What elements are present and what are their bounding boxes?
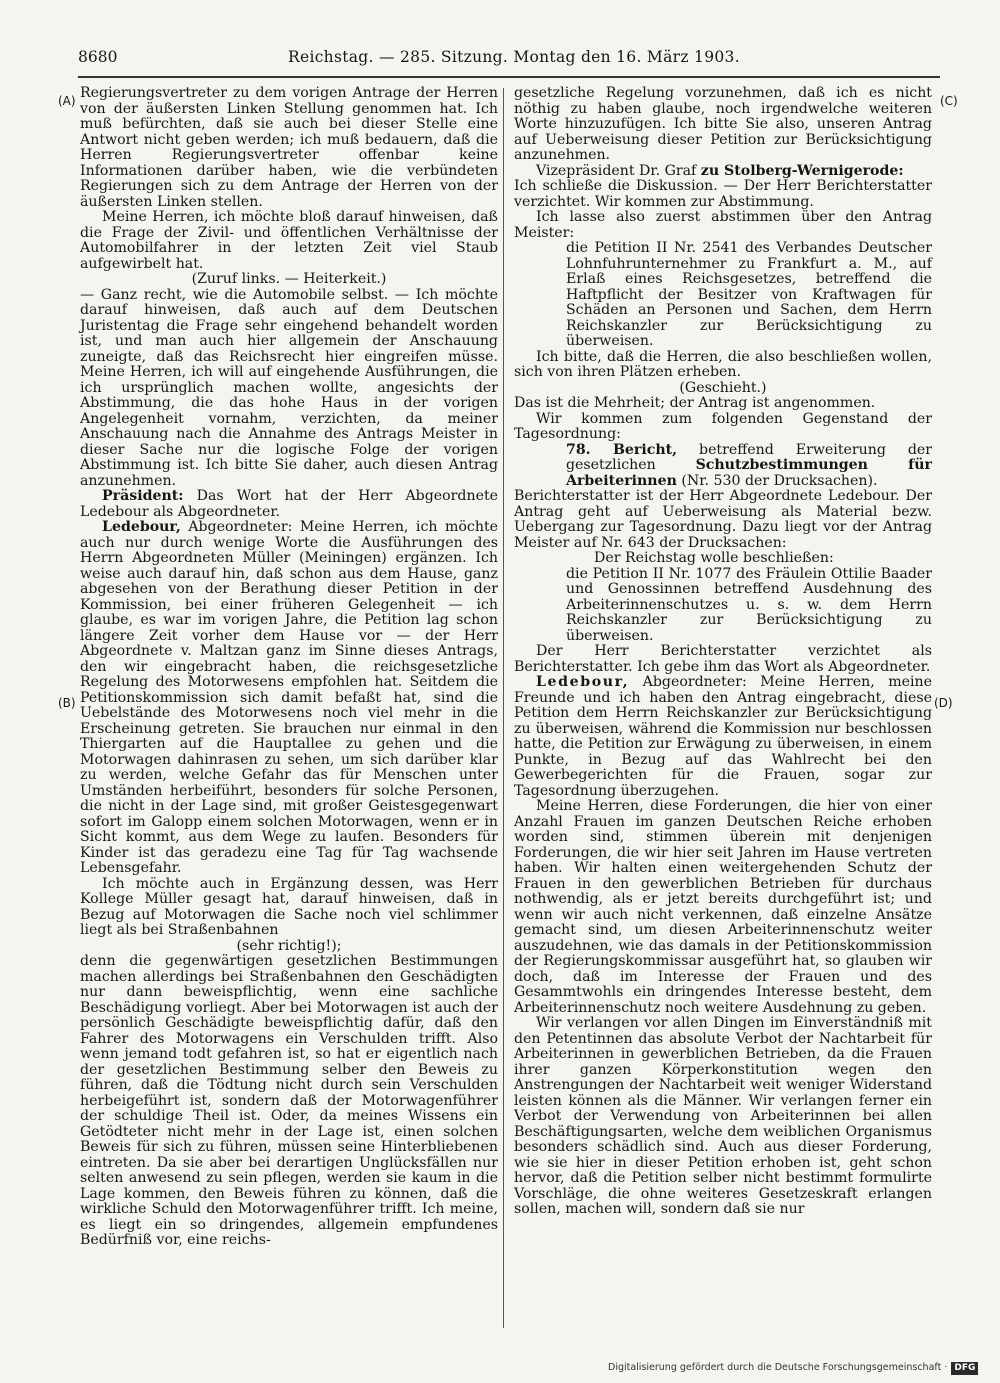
paragraph: denn die gegenwärtigen gesetzlichen Bestimmungen machen allerdings bei Straßenbahnen den Geschädigten nur dann beweispflichtig, wenn eine sachliche Beschädigung vorliegt. Aber bei Motorwagen ist auch der persönlich Geschädigte beweispflichtig dafür, daß den Fahrer des Motorwagens ein Verschulden trifft. Also wenn jemand todt gefahren ist, so hat er eigentlich nach der gesetzlichen Bestimmung selber den Beweis zu führen, daß die Tödtung nicht durch sein Verschulden herbeigeführt ist, sondern daß der Motorwagenführer der schuldige Theil ist. Oder, da meines Wissens ein Getödteter nicht mehr in der Lage ist, einen solchen Beweis für sich zu führen, müssen seine Hinterbliebenen eintreten. Da sie aber bei derartigen Unglücksfällen nur selten anwesend zu sein pflegen, werden sie kaum in die Lage kommen, den Beweis führen zu können, daß die wirkliche Schuld den Motorwagenführer trifft. Ich meine, es liegt ein so dringendes, allgemein empfundenes Bedürfniß vor, eine reichs- xyxy=(80,953,498,1248)
paragraph: Meine Herren, diese Forderungen, die hier von einer Anzahl Frauen im ganzen Deutschen Reiche erhoben worden sind, stimmen überein mit denjenigen Forderungen, die wir hier seit Jahren im Hause vertreten haben. Wir halten einen weitergehenden Schutz der Frauen in den gewerblichen Betrieben für durchaus nothwendig, als er jetzt bereits durchgeführt ist; und wenn wir auch nicht verkennen, daß einzelne Ansätze gemacht sind, um diesen Arbeiterinnenschutz weiter auszudehnen, wie das damals in der Petitionskommission der Regierungskommissar ausgeführt hat, so glauben wir doch, daß im Interesse der Frauen und des Gesammtwohls ein dringendes Interesse besteht, dem Arbeiterinnenschutz noch weitere Ausdehnung zu geben. xyxy=(514,798,932,1016)
paragraph: — Ganz recht, wie die Automobile selbst. — Ich möchte darauf hinweisen, daß auch auf dem Deutschen Juristentag die Frage sehr eingehend behandelt worden ist, und man auch hier allgemein der Anschauung zuneigte, daß das Reichsrecht hier eingreifen müsse. Meine Herren, ich will auf eingehende Ausführungen, die ich ursprünglich machen wollte, angesichts der Abstimmung, die das hohe Haus in der vorigen Angelegenheit vornahm, verzichten, da meiner Anschauung nach die Annahme des Antrags Meister in dieser Sache nur die logische Folge der vorigen Abstimmung ist. Ich bitte Sie daher, auch diesen Antrag anzunehmen. xyxy=(80,286,498,489)
motion-text: die Petition II Nr. 2541 des Verbandes Deutscher Lohnfuhrunternehmer zu Frankfurt a. M., auf Erlaß eines Reichsgesetzes, betreffend die Haftpflicht der Besitzer von Kraftwagen für Schäden an Personen und Sachen, dem Herrn Reichskanzler zur Berücksichtigung zu überweisen. xyxy=(566,240,932,349)
paragraph: Das ist die Mehrheit; der Antrag ist angenommen. xyxy=(514,395,876,411)
interjection: (Geschieht.) xyxy=(679,379,767,396)
running-title: Reichstag. — 285. Sitzung. Montag den 16. März 1903. xyxy=(288,48,740,66)
margin-marker-d: (D) xyxy=(934,696,953,710)
paragraph: Berichterstatter ist der Herr Abgeordnete Ledebour. Der Antrag geht auf Ueberweisung als Material bezw. Uebergang zur Tagesordnung. Dazu liegt vor der Antrag Meister auf Nr. 643 der Drucksachen: xyxy=(514,488,932,551)
speaker-name: Ledebour, xyxy=(102,519,181,535)
agenda-number: 78. Bericht, xyxy=(566,441,678,458)
column-divider xyxy=(503,88,504,1328)
page-number: 8680 xyxy=(78,48,118,66)
paragraph: Wir verlangen vor allen Dingen im Einverständniß mit den Petentinnen das absolute Verbot der Nachtarbeit für Arbeiterinnen in gewerblichen Betrieben, da die Frauen ihrer ganzen Körperkonstitution wegen den Anstrengungen der Nachtarbeit weit weniger Widerstand leisten können als die Männer. Wir verlangen ferner ein Verbot der Verwendung von Arbeiterinnen bei allen Beschäftigungsarten, welche dem weiblichen Organismus besonders schädlich sind. Auch aus dieser Forderung, wie sie hier in dieser Petition erhoben ist, geht schon hervor, daß die Petition selber nicht bestimmt formulirte Vorschläge, die ohne weiteres Gesetzeskraft erlangen sollen, machen will, sondern daß sie nur xyxy=(514,1015,932,1217)
speaker-text: Das Wort hat der Herr Abgeordnete Ledebour als Abgeordneter. xyxy=(80,488,499,520)
digitization-footer xyxy=(608,1362,994,1378)
speaker-text: Abgeordneter: Meine Herren, ich möchte auch nur durch wenige Worte die Ausführungen des Herrn Abgeordneten Müller (Meiningen) ergänzen. Ich weise auch darauf hin, daß schon aus dem Hause, ganz abgesehen von der Berathung dieser Petition in der Kommission, bei einer früheren Gelegenheit — ich glaube, es war im vorigen Jahre, die Petition lag schon längere Zeit vorher dem Hause vor — der Herr Abgeordnete v. Maltzan ganz im Sinne dieses Antrags, den wir eingebracht haben, die reichsgesetzliche Regelung des Motorwesens empfohlen hat. Seitdem die Petitionskommission sich damit befaßt hat, sind die Uebelstände des Motorwesens noch viel mehr in die Erscheinung getreten. Sie brauchen nur einmal in den Thiergarten auf die Hauptallee zu gehen und die Motorwagen dahinrasen zu sehen, um sich darüber klar zu werden, welche Gefahr das für Menschen unter Umständen herbeiführt, besonders für solche Personen, die nicht in der Lage sind, mit großer Geistesgegenwart sofort im Galopp einem solchen Motorwagen, wenn er in Sicht kommt, aus dem Wege zu laufen. Besonders für Kinder ist das geradezu eine Tag für Tag wachsende Lebensgefahr. xyxy=(80,519,498,876)
interjection: (sehr richtig!); xyxy=(236,937,342,954)
speaker-name: Ledebour, xyxy=(536,674,630,690)
paragraph: Ich lasse also zuerst abstimmen über den Antrag Meister: xyxy=(514,209,932,241)
speaker-title: Vizepräsident Dr. Graf xyxy=(536,162,697,179)
agenda-item xyxy=(514,443,932,490)
speaker-line xyxy=(514,164,932,180)
speaker-paragraph xyxy=(80,489,498,520)
agenda-ref: (Nr. 530 der Drucksachen). xyxy=(681,472,878,489)
resolution-heading: Der Reichstag wolle beschließen: xyxy=(594,550,834,566)
paragraph: gesetzliche Regelung vorzunehmen, daß ich es nicht nöthig zu haben glaube, noch irgendwelche weiteren Worte hinzuzufügen. Ich bitte Sie also, unseren Antrag auf Ueberweisung dieser Petition zur Berücksichtigung anzunehmen. xyxy=(514,85,932,163)
margin-marker-c: (C) xyxy=(940,94,958,108)
paragraph: Wir kommen zum folgenden Gegenstand der Tagesordnung: xyxy=(514,410,932,442)
footer-text: Digitalisierung gefördert durch die Deutsche Forschungsgemeinschaft · xyxy=(608,1362,948,1373)
speaker-name: zu Stolberg-Wernigerode: xyxy=(700,162,904,179)
right-column xyxy=(514,86,932,1218)
dfg-logo: DFG xyxy=(951,1362,978,1375)
interjection: (Zuruf links. — Heiterkeit.) xyxy=(191,271,387,287)
motion-text: die Petition II Nr. 1077 des Fräulein Ottilie Baader und Genossinnen betreffend Ausdehnung des Arbeiterinnenschutzes u. s. w. dem Herrn Reichskanzler zur Berücksichtigung zu überweisen. xyxy=(566,565,932,644)
paragraph: Ich bitte, daß die Herren, die also beschließen wollen, sich von ihren Plätzen erheben. xyxy=(514,348,932,380)
speaker-text: Abgeordneter: Meine Herren, meine Freunde und ich haben den Antrag eingebracht, diese Petition dem Herrn Reichskanzler zur Berücksichtigung zu überweisen, während die Kommission nur beschlossen hatte, die Petition zur Erwägung zu überweisen, in einem Punkte, in Bezug auf das Wahlrecht bei den Gewerbegerichten für die Frauen, sogar zur Tagesordnung überzugehen. xyxy=(514,674,933,799)
paragraph: Regierungsvertreter zu dem vorigen Antrage der Herren von der äußersten Linken Stellung genommen hat. Ich muß befürchten, daß sie auch bei dieser Stelle eine Antwort nicht geben werden; ich muß bedauern, daß die Herren Regierungsvertreter offenbar keine Informationen darüber haben, wie die verbündeten Regierungen sich zu dem Antrage der Herren von der äußersten Linken stellen. xyxy=(80,85,498,210)
paragraph: Der Herr Berichterstatter verzichtet als Berichterstatter. Ich gebe ihm das Wort als Abgeordneter. xyxy=(514,643,932,675)
paragraph: Meine Herren, ich möchte bloß darauf hinweisen, daß die Frage der Zivil- und öffentlichen Verhältnisse der Automobilfahrer in der letzten Zeit viel Staub aufgewirbelt hat. xyxy=(80,209,498,272)
speaker-paragraph xyxy=(514,675,932,799)
margin-marker-b: (B) xyxy=(58,696,76,710)
agenda-subject: Schutzbestimmungen für Arbeiterinnen xyxy=(566,457,932,489)
paragraph: Ich möchte auch in Ergänzung dessen, was Herr Kollege Müller gesagt hat, darauf hinweisen, daß in Bezug auf Motorwagen die Sache noch viel schlimmer liegt als bei Straßenbahnen xyxy=(80,875,498,938)
header-rule xyxy=(78,76,940,78)
left-column xyxy=(80,86,498,1249)
paragraph: Ich schließe die Diskussion. — Der Herr Berichterstatter verzichtet. Wir kommen zur Abstimmung. xyxy=(514,178,932,210)
speaker-paragraph xyxy=(80,520,498,877)
margin-marker-a: (A) xyxy=(58,94,76,108)
agenda-text: betreffend Erweiterung der gesetzlichen xyxy=(566,441,933,473)
page-header xyxy=(78,48,940,74)
speaker-name: Präsident: xyxy=(102,488,184,504)
